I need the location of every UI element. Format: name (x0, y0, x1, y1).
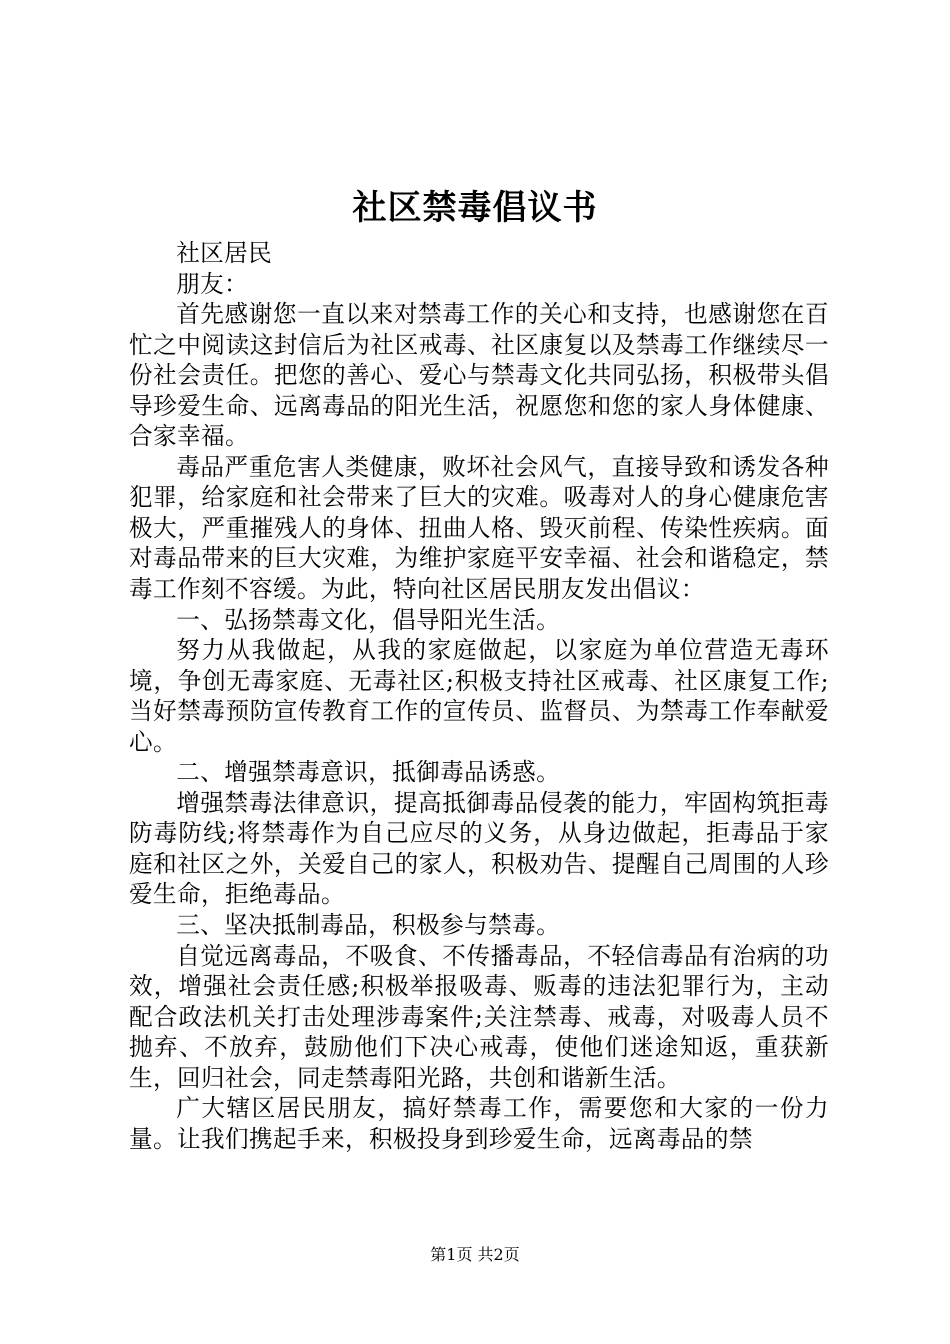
paragraph-point-1: 努力从我做起，从我的家庭做起，以家庭为单位营造无毒环境，争创无毒家庭、无毒社区;积极支持社区戒毒、社区康复工作;当好禁毒预防宣传教育工作的宣传员、监督员、为禁毒工作奉献爱心。 (129, 636, 829, 756)
heading-point-2: 二、增强禁毒意识，抵御毒品诱惑。 (176, 758, 561, 787)
document-title: 社区禁毒倡议书 (352, 188, 598, 228)
paragraph-point-3: 自觉远离毒品，不吸食、不传播毒品，不轻信毒品有治病的功效，增强社会责任感;积极举报吸毒、贩毒的违法犯罪行为，主动配合政法机关打击处理涉毒案件;关注禁毒、戒毒，对吸毒人员不抛弃、不放弃，鼓励他们下决心戒毒，使他们迷途知返，重获新生，回归社会，同走禁毒阳光路，共创和谐新生活。 (129, 941, 829, 1092)
paragraph-harm: 毒品严重危害人类健康，败坏社会风气，直接导致和诱发各种犯罪，给家庭和社会带来了巨大的灾难。吸毒对人的身心健康危害极大，严重摧残人的身体、扭曲人格、毁灭前程、传染性疾病。面对毒品带来的巨大灾难，为维护家庭平安幸福、社会和谐稳定，禁毒工作刻不容缓。为此，特向社区居民朋友发出倡议： (129, 452, 829, 604)
salutation-line-2: 朋友： (176, 269, 249, 298)
paragraph-point-2: 增强禁毒法律意识，提高抵御毒品侵袭的能力，牢固构筑拒毒防毒防线;将禁毒作为自己应尽的义务，从身边做起，拒毒品于家庭和社区之外，关爱自己的家人，积极劝告、提醒自己周围的人珍爱生命，拒绝毒品。 (129, 788, 829, 909)
document-body (129, 238, 829, 1154)
page-number-footer: 第1页 共2页 (430, 1245, 520, 1264)
salutation-line-1: 社区居民 (176, 239, 273, 267)
heading-point-3: 三、坚决抵制毒品，积极参与禁毒。 (176, 911, 561, 940)
paragraph-intro: 首先感谢您一直以来对禁毒工作的关心和支持，也感谢您在百忙之中阅读这封信后为社区戒毒、社区康复以及禁毒工作继续尽一份社会责任。把您的善心、爱心与禁毒文化共同弘扬，积极带头倡导珍爱生命、远离毒品的阳光生活，祝愿您和您的家人身体健康、合家幸福。 (129, 300, 829, 451)
heading-point-1: 一、弘扬禁毒文化，倡导阳光生活。 (176, 605, 561, 634)
paragraph-closing: 广大辖区居民朋友，搞好禁毒工作，需要您和大家的一份力量。让我们携起手来，积极投身到珍爱生命，远离毒品的禁 (129, 1094, 829, 1153)
